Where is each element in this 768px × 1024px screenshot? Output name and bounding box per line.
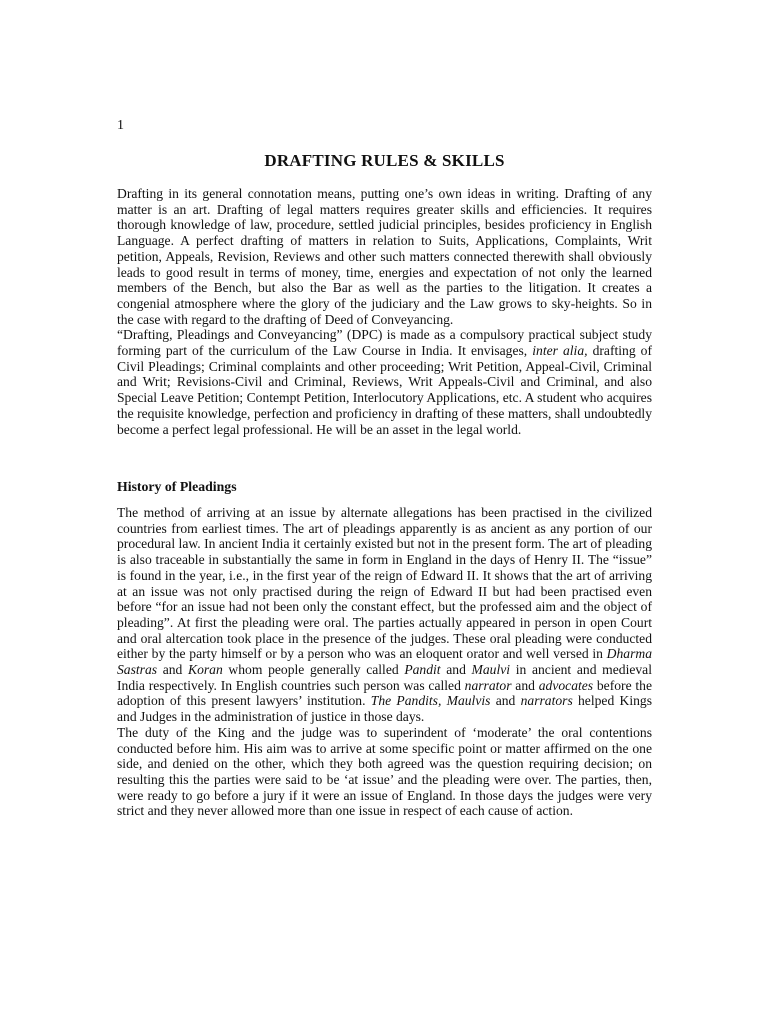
paragraph-text: drafting of Civil Pleadings; Criminal complaints and other proceeding; Writ Petition, Appeal-Civil, Criminal and Writ; Revisions-Civil and Criminal, Reviews, Writ Appeals-Civil and Criminal, and also Special Leave Petition; Contempt Petition, Interlocutory Applications, etc. A student who acquires the requisite knowledge, perfection and proficiency in drafting of these matters, shall undoubtedly become a perfect legal professional. He will be an asset in the legal world. [117, 343, 652, 437]
intro-paragraph-2 [117, 327, 652, 437]
paragraph-text: The duty of the King and the judge was to superindent of ‘moderate’ the oral contentions conducted before him. His aim was to arrive at some specific point or matter affirmed on the one side, and denied on the other, which they both agreed was the question requiring decision; on resulting this the parties were said to be ‘at issue’ and the pleading were over. The parties, then, were ready to go before a jury if it were an issue of England. In those days the judges were very strict and they never allowed more than one issue in respect of each cause of action. [117, 724, 652, 819]
intro-section [117, 186, 652, 437]
italic-term: Dharma Sastras [117, 646, 652, 678]
italic-term: narrators [520, 693, 573, 709]
paragraph-text: whom people generally called [222, 662, 405, 678]
italic-term: Koran [188, 662, 223, 678]
italic-term: Pandit [404, 662, 441, 678]
italic-term: Maulvi [471, 662, 511, 678]
paragraph-text: and [490, 693, 521, 709]
paragraph-text: and [157, 662, 189, 678]
history-section [117, 505, 652, 819]
italic-term: advocates [538, 677, 594, 693]
page-number: 1 [117, 118, 124, 133]
paragraph-text: and [511, 677, 539, 693]
paragraph-text: in ancient and medieval India respectively. In English countries such person was called [117, 662, 652, 693]
history-paragraph-2 [117, 725, 652, 819]
paragraph-text: The method of arriving at an issue by alternate allegations has been practised in the civilized countries from earliest times. The art of pleadings apparently is as ancient as any portion of our procedural law. In ancient India it certainly existed but not in the present form. The art of pleading is also traceable in substantially the same in form in England in the days of Henry II. The “issue” is found in the year, i.e., in the first year of the reign of Edward II. It shows that the art of arriving at an issue was not only practised during the reign of Edward II but had been practised even before “for an issue had not been only the constant effect, but the professed aim and the object of pleading”. At first the pleading were oral. The parties actually appeared in person in open Court and oral altercation took place in the presence of the judges. These oral pleading were conducted either by the party himself or by a person who was an eloquent orator and well versed in [117, 505, 652, 662]
italic-term-inter-alia: inter alia, [532, 343, 588, 359]
paragraph-text: Drafting in its general connotation means, putting one’s own ideas in writing. Drafting of any matter is an art. Drafting of legal matters requires greater skills and efficiencies. It requires thorough knowledge of law, procedure, settled judicial principles, besides proficiency in English Language. A perfect drafting of matters in relation to Suits, Applications, Complaints, Writ petition, Appeals, Revision, Reviews and other such matters connected therewith shall obviously leads to good result in terms of money, time, energies and expectation of not only the learned members of the Bench, but also the Bar as well as the parties to the litigation. It creates a congenial atmosphere where the glory of the judiciary and the Law grows to sky-heights. So in the case with regard to the drafting of Deed of Conveyancing. [117, 186, 652, 327]
italic-term: narrator [464, 677, 512, 693]
paragraph-text: helped Kings and Judges in the administration of justice in those days. [117, 693, 652, 725]
page-title: DRAFTING RULES & SKILLS [264, 151, 505, 170]
intro-paragraph-1 [117, 186, 652, 327]
paragraph-text: “Drafting, Pleadings and Conveyancing” (DPC) is made as a compulsory practical subject study forming part of the curriculum of the Law Course in India. It envisages, [117, 327, 652, 359]
paragraph-text: before the adoption of this present lawyers’ institution. [117, 677, 652, 709]
section-heading-history: History of Pleadings [117, 479, 237, 494]
history-paragraph-1 [117, 505, 652, 725]
paragraph-text: and [440, 662, 472, 678]
italic-term: The Pandits, Maulvis [370, 693, 491, 709]
